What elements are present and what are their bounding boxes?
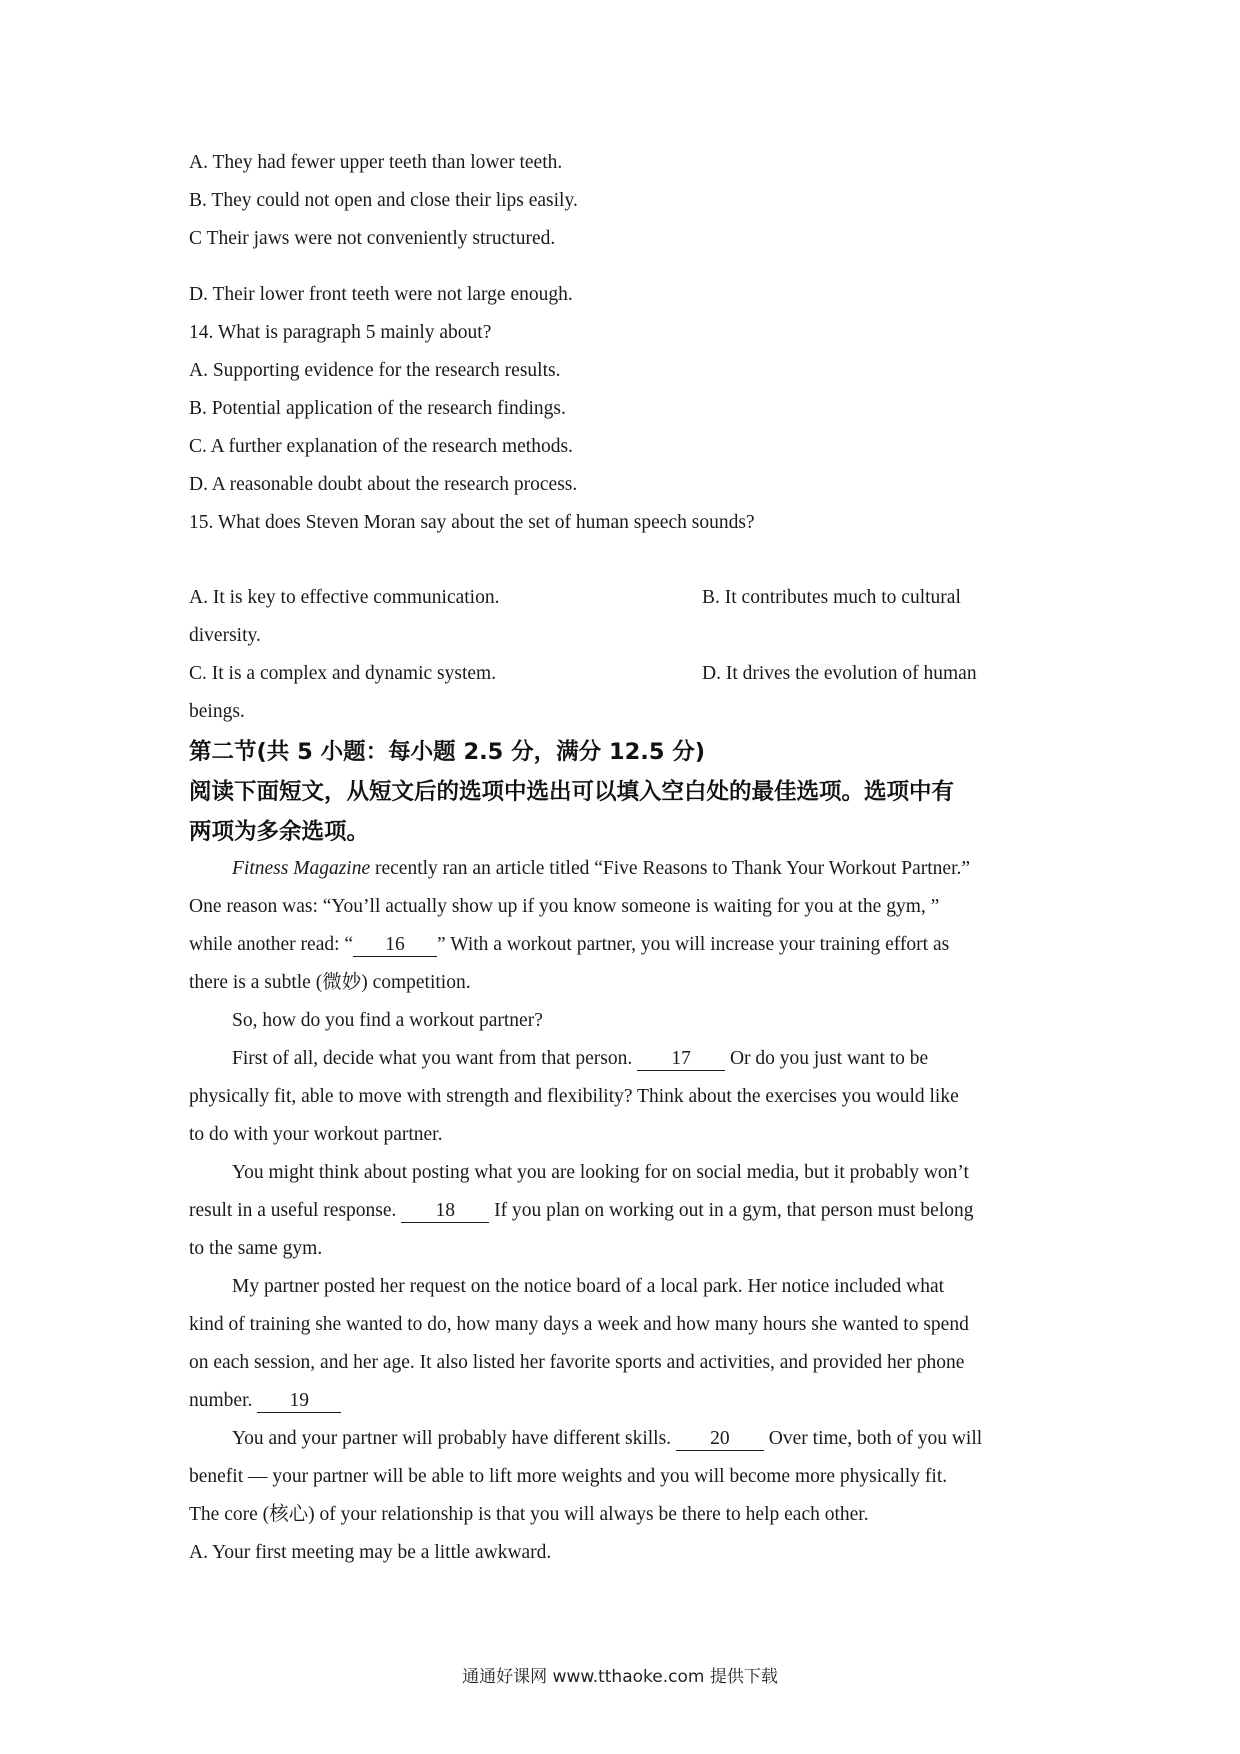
q14-option-b: B. Potential application of the research findings. — [189, 398, 566, 419]
q15-option-c: C. It is a complex and dynamic system. — [189, 663, 497, 684]
passage-p5-line4: number. 19 — [189, 1388, 341, 1414]
passage-p5-line3: on each session, and her age. It also listed her favorite sports and activities, and provided her phone — [189, 1352, 965, 1373]
blank-17: 17 — [637, 1048, 725, 1071]
q15-question: 15. What does Steven Moran say about the set of human speech sounds? — [189, 512, 755, 533]
magazine-title: Fitness Magazine — [232, 858, 371, 879]
blank-16: 16 — [353, 934, 437, 957]
q15-option-a: A. It is key to effective communication. — [189, 587, 500, 608]
q13-option-c: C Their jaws were not conveniently structured. — [189, 228, 556, 249]
passage-p1-line2: One reason was: “You’ll actually show up if you know someone is waiting for you at the gym, ” — [189, 896, 940, 917]
passage-p3-line1: First of all, decide what you want from that person. 17 Or do you just want to be — [232, 1048, 929, 1069]
q14-option-d: D. A reasonable doubt about the research process. — [189, 474, 578, 495]
passage-p2: So, how do you find a workout partner? — [232, 1010, 543, 1031]
passage-p6-line2: benefit — your partner will be able to lift more weights and you will become more physically fit. — [189, 1466, 948, 1487]
blank-18: 18 — [401, 1200, 489, 1223]
blank-20: 20 — [676, 1428, 764, 1451]
q14-option-c: C. A further explanation of the research methods. — [189, 436, 573, 457]
section2-instruction-2: 两项为多余选项。 — [189, 819, 370, 845]
q15-option-d-cont: beings. — [189, 701, 245, 722]
q14-option-a: A. Supporting evidence for the research results. — [189, 360, 561, 381]
passage-p3-line2: physically fit, able to move with strength and flexibility? Think about the exercises you would like — [189, 1086, 959, 1107]
passage-p5-line2: kind of training she wanted to do, how many days a week and how many hours she wanted to spend — [189, 1314, 969, 1335]
passage-p4-line3: to the same gym. — [189, 1238, 323, 1259]
q13-option-b: B. They could not open and close their lips easily. — [189, 190, 578, 211]
option-a: A. Your first meeting may be a little awkward. — [189, 1542, 552, 1563]
q13-option-d: D. Their lower front teeth were not large enough. — [189, 284, 573, 305]
passage-p1-line4: there is a subtle (微妙) competition. — [189, 972, 471, 993]
passage-p4-line2: result in a useful response. 18 If you plan on working out in a gym, that person must belong — [189, 1200, 974, 1221]
passage-p5-line1: My partner posted her request on the notice board of a local park. Her notice included what — [232, 1276, 945, 1297]
passage-p3-line3: to do with your workout partner. — [189, 1124, 443, 1145]
section2-instruction-1: 阅读下面短文，从短文后的选项中选出可以填入空白处的最佳选项。选项中有 — [189, 779, 955, 805]
blank-19: 19 — [257, 1390, 341, 1413]
passage-p6-line3: The core (核心) of your relationship is that you will always be there to help each other. — [189, 1504, 869, 1525]
q13-option-a: A. They had fewer upper teeth than lower teeth. — [189, 152, 563, 173]
footer-source: 通通好课网 www.tthaoke.com 提供下载 — [462, 1667, 778, 1687]
q15-option-d: D. It drives the evolution of human — [702, 663, 977, 684]
passage-p1-line1: Fitness Magazine recently ran an article titled “Five Reasons to Thank Your Workout Partner.” — [232, 858, 971, 879]
passage-p6-line1: You and your partner will probably have different skills. 20 Over time, both of you will — [232, 1428, 983, 1449]
q15-option-b: B. It contributes much to cultural — [702, 587, 961, 608]
passage-p4-line1: You might think about posting what you are looking for on social media, but it probably won’t — [232, 1162, 969, 1183]
q15-option-b-cont: diversity. — [189, 625, 261, 646]
section2-heading: 第二节(共 5 小题：每小题 2.5 分，满分 12.5 分) — [189, 739, 706, 765]
passage-p1-line3: while another read: “ 16 ” With a workout partner, you will increase your training effort as — [189, 934, 950, 955]
q14-question: 14. What is paragraph 5 mainly about? — [189, 322, 492, 343]
